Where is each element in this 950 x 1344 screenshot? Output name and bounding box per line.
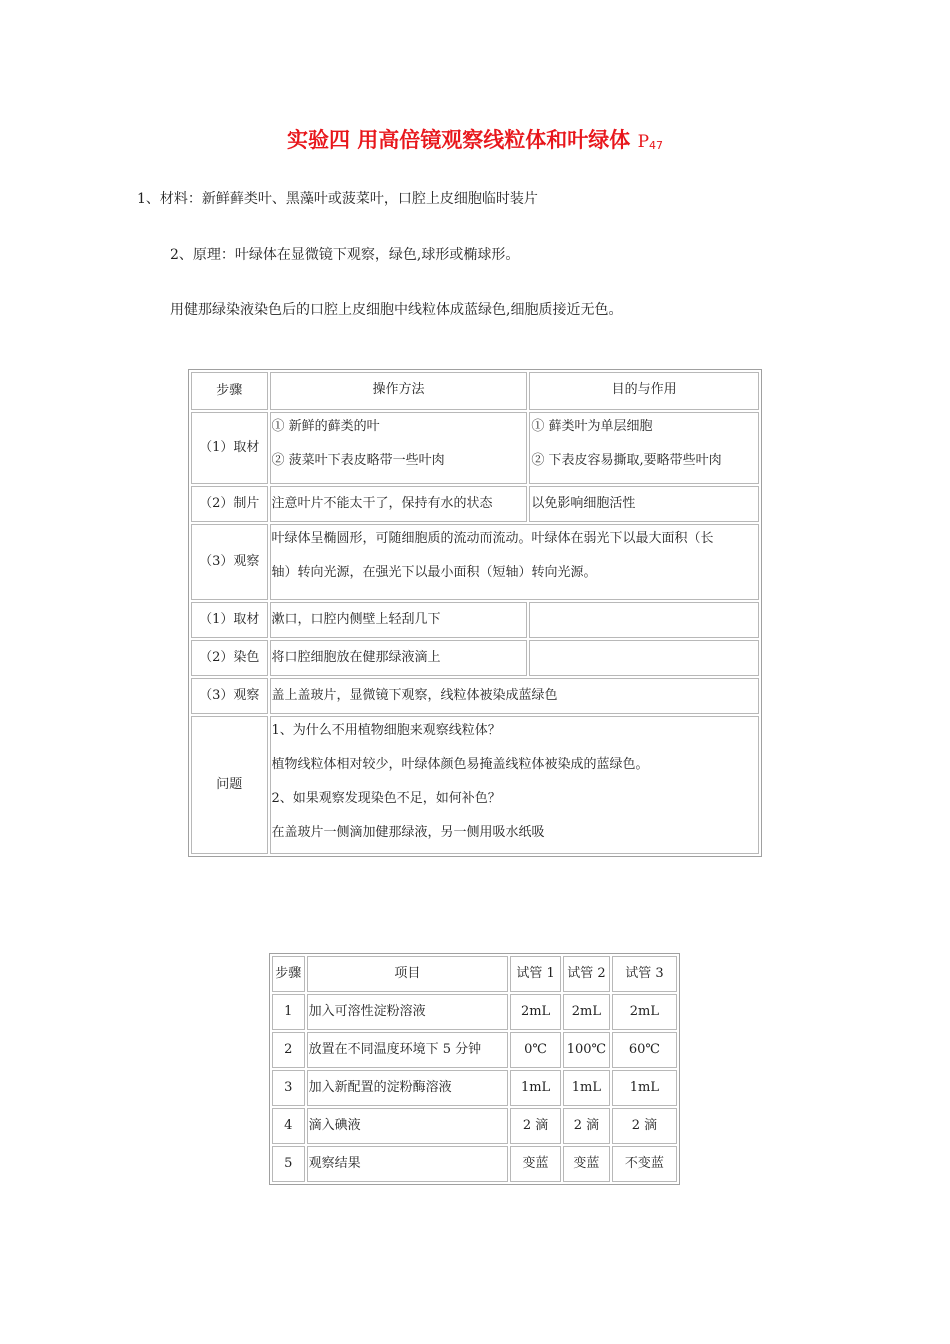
header-cell: 步骤 xyxy=(272,956,305,992)
header-cell: 目的与作用 xyxy=(529,372,759,410)
table-row xyxy=(272,1070,677,1106)
purpose-cell: ① 藓类叶为单层细胞 ② 下表皮容易撕取,要略带些叶肉 xyxy=(529,412,759,484)
step-cell: （1）取材 xyxy=(191,412,268,484)
title-ref: P xyxy=(637,132,650,152)
step-cell: （3）观察 xyxy=(191,524,268,600)
header-cell: 操作方法 xyxy=(270,372,528,410)
header-cell: 项目 xyxy=(307,956,509,992)
table-cell: 5 xyxy=(272,1146,305,1182)
table-row xyxy=(191,640,759,676)
table-row xyxy=(272,1108,677,1144)
step-cell: （1）取材 xyxy=(191,602,268,638)
table-cell: 3 xyxy=(272,1070,305,1106)
table-row xyxy=(272,956,677,992)
table-row xyxy=(272,1146,677,1182)
question-cell: 1、为什么不用植物细胞来观察线粒体？ 植物线粒体相对较少，叶绿体颜色易掩盖线粒体被染成的蓝绿色。 2、如果观察发现染色不足，如何补色？ 在盖玻片一侧滴加健那绿液，另一侧用吸水纸吸 xyxy=(270,716,759,854)
principle-paragraph: 2、原理：叶绿体在显微镜下观察，绿色,球形或椭球形。 xyxy=(170,247,520,263)
table-row xyxy=(191,716,759,854)
merged-cell: 叶绿体呈椭圆形，可随细胞质的流动而流动。叶绿体在弱光下以最大面积（长 轴）转向光源，在强光下以最小面积（短轴）转向光源。 xyxy=(270,524,759,600)
table-cell: 1mL xyxy=(510,1070,561,1106)
table-cell: 2mL xyxy=(563,994,610,1030)
table-cell: 2 滴 xyxy=(612,1108,677,1144)
table-cell: 2 xyxy=(272,1032,305,1068)
materials-paragraph: 1、材料：新鲜藓类叶、黑藻叶或菠菜叶，口腔上皮细胞临时装片 xyxy=(137,191,538,207)
table-cell: 滴入碘液 xyxy=(307,1108,509,1144)
table-cell: 100℃ xyxy=(563,1032,610,1068)
table-cell: 1mL xyxy=(563,1070,610,1106)
method-cell: ① 新鲜的藓类的叶 ② 菠菜叶下表皮略带一些叶肉 xyxy=(270,412,528,484)
table-row xyxy=(191,486,759,522)
purpose-cell xyxy=(529,602,759,638)
table-row xyxy=(191,678,759,714)
step-cell: （2）染色 xyxy=(191,640,268,676)
table-cell: 变蓝 xyxy=(510,1146,561,1182)
table-cell: 观察结果 xyxy=(307,1146,509,1182)
table-cell: 变蓝 xyxy=(563,1146,610,1182)
step-cell: （2）制片 xyxy=(191,486,268,522)
table-cell: 2mL xyxy=(510,994,561,1030)
principle-paragraph-2: 用健那绿染液染色后的口腔上皮细胞中线粒体成蓝绿色,细胞质接近无色。 xyxy=(170,302,623,318)
table-cell: 4 xyxy=(272,1108,305,1144)
purpose-cell xyxy=(529,640,759,676)
header-cell: 步骤 xyxy=(191,372,268,410)
header-cell: 试管 2 xyxy=(563,956,610,992)
method-cell: 将口腔细胞放在健那绿液滴上 xyxy=(270,640,528,676)
table-cell: 不变蓝 xyxy=(612,1146,677,1182)
table-cell: 放置在不同温度环境下 5 分钟 xyxy=(307,1032,509,1068)
experiment-steps-table xyxy=(188,369,762,857)
table-row xyxy=(191,524,759,600)
title-ref-sub: 47 xyxy=(649,139,664,152)
table-cell: 1mL xyxy=(612,1070,677,1106)
header-cell: 试管 1 xyxy=(510,956,561,992)
table-cell: 加入可溶性淀粉溶液 xyxy=(307,994,509,1030)
table-row xyxy=(191,412,759,484)
table-cell: 1 xyxy=(272,994,305,1030)
table-row xyxy=(191,602,759,638)
table-row xyxy=(272,994,677,1030)
header-cell: 试管 3 xyxy=(612,956,677,992)
step-cell: 问题 xyxy=(191,716,268,854)
table-cell: 2 滴 xyxy=(563,1108,610,1144)
table-row xyxy=(272,1032,677,1068)
purpose-cell: 以免影响细胞活性 xyxy=(529,486,759,522)
title-text: 实验四 用高倍镜观察线粒体和叶绿体 xyxy=(286,128,638,152)
method-cell: 注意叶片不能太干了，保持有水的状态 xyxy=(270,486,528,522)
table-cell: 加入新配置的淀粉酶溶液 xyxy=(307,1070,509,1106)
step-cell: （3）观察 xyxy=(191,678,268,714)
method-cell: 漱口，口腔内侧壁上轻刮几下 xyxy=(270,602,528,638)
merged-cell: 盖上盖玻片，显微镜下观察，线粒体被染成蓝绿色 xyxy=(270,678,759,714)
enzyme-experiment-table xyxy=(269,953,680,1185)
table-cell: 2mL xyxy=(612,994,677,1030)
table-cell: 60℃ xyxy=(612,1032,677,1068)
table-cell: 0℃ xyxy=(510,1032,561,1068)
page-title xyxy=(0,124,950,154)
table-cell: 2 滴 xyxy=(510,1108,561,1144)
table-row xyxy=(191,372,759,410)
